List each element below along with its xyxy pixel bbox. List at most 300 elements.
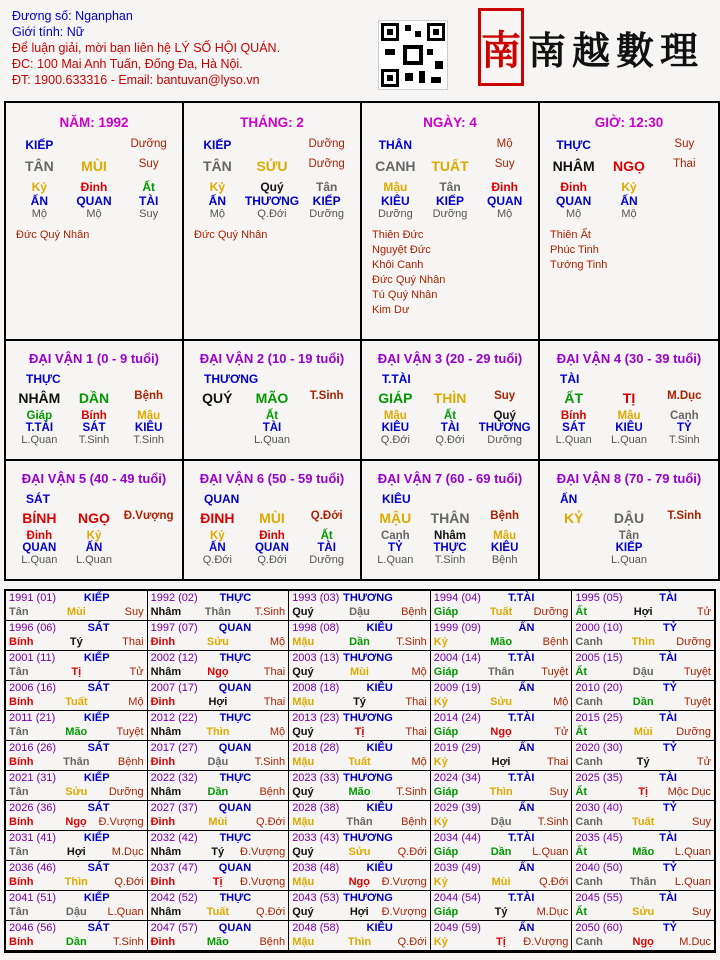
pillar-hidden: Mậu: [383, 180, 408, 194]
year-label: 2039 (49): [433, 862, 481, 874]
year-line2: [289, 695, 430, 709]
year-cell: [148, 591, 290, 621]
year-line2: [289, 815, 430, 829]
year-line1: [148, 681, 289, 695]
year-chi: Ngọ: [207, 666, 229, 678]
year-cell: [6, 591, 148, 621]
dai-van-god: ẤN: [560, 492, 578, 506]
year-line2: [6, 725, 147, 739]
dai-van-hidden-god: [546, 542, 601, 554]
year-label: 2013 (23): [292, 712, 340, 724]
dai-van-can: GIÁP: [378, 390, 413, 406]
dai-van-hidden-god: THỰC: [433, 542, 467, 554]
pillar-god: [657, 194, 712, 208]
year-line2: [572, 755, 714, 769]
year-can: Kỷ: [433, 876, 448, 888]
year-line1: [289, 621, 430, 635]
year-line2: [572, 665, 714, 679]
dai-van-hidden: Tân: [618, 530, 640, 542]
year-chi: Thìn: [489, 786, 513, 798]
dai-van-chi: MÙI: [259, 510, 285, 526]
year-chi: Sửu: [206, 636, 229, 648]
year-state: Tuyệt: [116, 726, 144, 738]
dai-van-hidden: Bính: [560, 410, 587, 422]
year-can: Canh: [575, 876, 603, 888]
dai-van-hidden: Ất: [265, 410, 279, 422]
year-line1: [6, 651, 147, 665]
dai-van-hidden-god: KIÊU: [490, 542, 519, 554]
pillar-can: CANH: [375, 158, 416, 174]
pillar-god: QUAN: [76, 194, 112, 208]
dai-van-hidden-row: [6, 410, 182, 422]
year-state: Mộ: [269, 726, 286, 738]
year-god: T.TÀI: [508, 592, 535, 604]
year-state: Thai: [405, 726, 427, 738]
year-cell: [572, 891, 714, 921]
year-label: 2037 (47): [150, 862, 198, 874]
year-god: T.TÀI: [508, 652, 535, 664]
year-can: Quý: [292, 906, 314, 918]
pillar-chi: TUẤT: [431, 158, 469, 174]
year-cell: [572, 591, 714, 621]
dai-van-can-chi-row: [362, 390, 538, 406]
year-cell: [431, 711, 573, 741]
dai-van-hidden: Giáp: [26, 410, 53, 422]
year-god: KIẾP: [83, 712, 110, 724]
dai-van-hidden-god: QUAN: [22, 542, 57, 554]
year-chi: Thìn: [206, 726, 230, 738]
year-god: THỰC: [219, 592, 252, 604]
year-god: T.TÀI: [508, 772, 535, 784]
year-can: Canh: [575, 816, 603, 828]
year-cell: [6, 861, 148, 891]
dai-van-hidden: [546, 530, 601, 542]
dai-van-hidden-god: [121, 542, 176, 554]
year-can: Giáp: [433, 666, 459, 678]
pillar-note: Đức Quý Nhân: [372, 274, 446, 286]
year-cell: [431, 891, 573, 921]
dai-van-god: T.TÀI: [382, 372, 411, 386]
year-can: Ất: [575, 666, 587, 678]
pillar-notes: [184, 228, 360, 243]
dai-van-god: SÁT: [26, 492, 50, 506]
dai-van-can-chi-row: [6, 390, 182, 406]
year-state: Suy: [692, 816, 711, 828]
year-label: 2000 (10): [575, 622, 623, 634]
dai-van-hidden-god-row: [540, 422, 718, 434]
dai-van-can-chi-row: [184, 390, 360, 406]
year-chi: Mùi: [491, 876, 511, 888]
year-chi: Dần: [207, 786, 229, 798]
dai-van-can-chi-row: [540, 390, 718, 406]
pillar-state: Thai: [673, 158, 696, 170]
year-line1: [289, 771, 430, 785]
year-line2: [572, 635, 714, 649]
year-god: KIÊU: [366, 622, 393, 634]
pillar-can-chi-row: [6, 158, 182, 174]
year-line2: [148, 605, 289, 619]
year-can: Mậu: [292, 936, 315, 948]
year-god: SÁT: [87, 922, 110, 934]
year-state: Đ.Vượng: [240, 846, 286, 858]
year-cell: [572, 681, 714, 711]
year-cell: [289, 651, 431, 681]
dai-van-can-chi-row: [184, 510, 360, 526]
dai-van-title: ĐẠI VẬN 5 (40 - 49 tuổi): [21, 471, 167, 486]
dai-van-cell: [6, 341, 184, 459]
year-chi: Hợi: [349, 906, 369, 918]
dai-van-hidden-god: QUAN: [255, 542, 289, 554]
pillar-sub: Mộ: [209, 208, 225, 220]
year-god: TÀI: [659, 712, 677, 724]
year-line2: [148, 905, 289, 919]
dai-van-sub-row: [184, 554, 360, 566]
year-line1: [572, 771, 714, 785]
year-can: Quý: [292, 726, 314, 738]
year-chi: Thìn: [631, 636, 655, 648]
dai-van-cell: [6, 461, 184, 579]
year-state: Mộ: [411, 666, 427, 678]
dai-van-sub: [657, 554, 712, 566]
pillar-god: TÀI: [138, 194, 159, 208]
dai-van-hidden-god-row: [362, 422, 538, 434]
year-chi: Mão: [490, 636, 513, 648]
year-line2: [572, 845, 714, 859]
pillar-title: NĂM: 1992: [59, 115, 129, 130]
year-label: 2019 (29): [433, 742, 481, 754]
year-can: Ất: [575, 906, 587, 918]
year-god: THỰC: [219, 772, 252, 784]
year-line1: [289, 801, 430, 815]
year-line1: [572, 891, 714, 905]
year-chi: Mão: [348, 786, 371, 798]
year-state: Q.Đới: [255, 816, 286, 828]
address: ĐC: 100 Mai Anh Tuấn, Đống Đa, Hà Nội.: [12, 57, 243, 71]
pillar-god-row: [362, 194, 538, 208]
pillar-hidden: Kỷ: [621, 180, 637, 194]
pillar-note: Nguyệt Đức: [372, 244, 431, 256]
year-can: Nhâm: [150, 606, 182, 618]
dai-van-can: QUÝ: [202, 390, 233, 406]
year-cell: [289, 861, 431, 891]
year-god: SÁT: [87, 742, 110, 754]
pillar-note: Đức Quý Nhân: [194, 229, 268, 241]
year-cell: [148, 651, 290, 681]
pillar-sub-row: [184, 208, 360, 220]
year-state: T.Sinh: [254, 606, 286, 618]
pillar-sub: [657, 208, 712, 220]
dai-van-sub: L.Quan: [75, 554, 113, 566]
year-can: Đinh: [150, 756, 176, 768]
dai-van-can: ẤT: [564, 390, 583, 406]
dai-van-can: NHÂM: [18, 390, 61, 406]
year-label: 2006 (16): [9, 682, 57, 694]
year-can: Quý: [292, 666, 314, 678]
year-line1: [572, 651, 714, 665]
brand-logo: [478, 8, 704, 86]
year-label: 1996 (06): [9, 622, 57, 634]
year-state: L.Quan: [532, 846, 569, 858]
dai-van-hidden-row: [540, 410, 718, 422]
dai-van-state: Q.Đới: [310, 510, 343, 522]
dai-van-can-chi-row: [540, 510, 718, 526]
dai-van-sub: Q.Đới: [257, 554, 287, 566]
year-label: 2049 (59): [433, 922, 481, 934]
year-state: Dưỡng: [676, 726, 711, 738]
year-line1: [431, 621, 572, 635]
year-line1: [148, 771, 289, 785]
dai-van-hidden-god: THƯƠNG: [478, 422, 531, 434]
pillar-state: Suy: [494, 158, 515, 170]
year-line2: [572, 935, 714, 949]
year-god: THỰC: [219, 712, 252, 724]
year-label: 2008 (18): [292, 682, 340, 694]
year-line2: [431, 845, 572, 859]
year-can: Giáp: [433, 606, 459, 618]
pillar-god: KIÊU: [380, 194, 410, 208]
year-line2: [431, 935, 572, 949]
year-cell: [572, 741, 714, 771]
year-label: 2010 (20): [575, 682, 623, 694]
pillar-hidden: Kỷ: [31, 180, 47, 194]
year-label: 2030 (40): [575, 802, 623, 814]
dai-van-sub-row: [184, 434, 360, 446]
year-line1: [6, 771, 147, 785]
year-state: Dưỡng: [533, 606, 569, 618]
year-state: Bệnh: [401, 606, 427, 618]
dai-van-sub: T.Sinh: [133, 434, 164, 446]
year-line1: [289, 831, 430, 845]
dai-van-hidden-god: T.TÀI: [25, 422, 54, 434]
year-chi: Tị: [354, 726, 365, 738]
year-state: Đ.Vượng: [98, 816, 144, 828]
year-chi: Tý: [69, 636, 83, 648]
year-label: 2047 (57): [150, 922, 198, 934]
dai-van-can-chi-row: [6, 510, 182, 526]
year-chi: Ngọ: [632, 936, 654, 948]
year-state: Q.Đới: [114, 876, 144, 888]
year-line1: [572, 681, 714, 695]
year-god: TỶ: [662, 802, 677, 814]
year-cell: [6, 921, 148, 951]
dai-van-god: QUAN: [204, 492, 240, 506]
dai-van-state: Suy: [494, 390, 516, 402]
pillar-hidden: Quý: [260, 180, 284, 194]
dai-van-god: TÀI: [560, 372, 580, 386]
pillar-hidden-row: [184, 180, 360, 194]
year-can: Tân: [9, 606, 29, 618]
year-label: 2032 (42): [150, 832, 198, 844]
pillar-god: ẤN: [208, 194, 226, 208]
pillar-notes: [362, 228, 538, 318]
year-can: Đinh: [150, 816, 176, 828]
year-line2: [289, 905, 430, 919]
year-state: Bệnh: [259, 936, 286, 948]
year-line2: [6, 785, 147, 799]
year-chi: Hợi: [491, 756, 511, 768]
dai-van-hidden-god: KIÊU: [381, 422, 410, 434]
year-state: Bệnh: [401, 816, 427, 828]
year-line2: [148, 725, 289, 739]
year-label: 2036 (46): [9, 862, 57, 874]
pillar-hidden-row: [362, 180, 538, 194]
year-cell: [431, 681, 573, 711]
dai-van-hidden-god: TÀI: [440, 422, 460, 434]
year-line2: [6, 845, 147, 859]
year-label: 2009 (19): [433, 682, 481, 694]
year-line2: [148, 845, 289, 859]
dai-van-hidden: Canh: [669, 410, 699, 422]
dai-van-hidden-god: ẤN: [209, 542, 226, 554]
year-chi: Dần: [490, 846, 512, 858]
year-line2: [431, 605, 572, 619]
year-line2: [572, 815, 714, 829]
year-line1: [572, 741, 714, 755]
dai-van-state: T.Sinh: [667, 510, 702, 522]
dai-van-sub-row: [6, 434, 182, 446]
year-cell: [6, 681, 148, 711]
dai-van-chi: THÂN: [430, 510, 470, 526]
pillar-can: NHÂM: [552, 158, 595, 174]
year-line2: [6, 695, 147, 709]
year-can: Mậu: [292, 696, 315, 708]
year-chi: Dậu: [490, 816, 512, 828]
dai-van-hidden: Mậu: [383, 410, 407, 422]
year-line1: [148, 801, 289, 815]
dai-van-hidden-row: [6, 530, 182, 542]
year-line1: [289, 591, 430, 605]
year-line1: [6, 621, 147, 635]
year-line1: [6, 921, 147, 935]
dai-van-hidden-god: SÁT: [82, 422, 106, 434]
year-cell: [148, 831, 290, 861]
year-god: TÀI: [659, 892, 677, 904]
year-state: L.Quan: [674, 876, 711, 888]
pillar-top: THÂN: [378, 138, 412, 152]
year-label: 2035 (45): [575, 832, 623, 844]
year-can: Ất: [575, 846, 587, 858]
year-chi: Tuất: [206, 906, 230, 918]
year-label: 2023 (33): [292, 772, 340, 784]
dai-van-hidden: [299, 410, 354, 422]
year-can: Nhâm: [150, 906, 182, 918]
year-label: 1993 (03): [292, 592, 340, 604]
year-line2: [148, 815, 289, 829]
year-line1: [431, 741, 572, 755]
year-state: Q.Đới: [397, 846, 427, 858]
year-god: KIẾP: [83, 772, 110, 784]
year-state: Đ.Vượng: [240, 876, 286, 888]
pillar-hidden: Đinh: [491, 180, 518, 194]
year-line1: [431, 831, 572, 845]
year-line1: [148, 591, 289, 605]
pillar-note: Khôi Canh: [372, 259, 424, 271]
year-line1: [148, 711, 289, 725]
year-chi: Dậu: [632, 666, 654, 678]
pillar-sub: Dưỡng: [377, 208, 413, 220]
year-god: KIÊU: [366, 922, 393, 934]
year-line1: [289, 861, 430, 875]
year-state: Thai: [405, 696, 427, 708]
year-label: 1997 (07): [150, 622, 198, 634]
year-state: Thai: [122, 636, 144, 648]
year-can: Bính: [9, 876, 34, 888]
contact-note: Để luận giải, mời bạn liên hệ LÝ SỐ HỘI QUÁN.: [12, 41, 281, 55]
year-chi: Tị: [495, 936, 506, 948]
year-label: 2014 (24): [433, 712, 481, 724]
pillar-god: KIẾP: [435, 194, 464, 208]
dai-van-can: BÍNH: [22, 510, 57, 526]
year-label: 2033 (43): [292, 832, 340, 844]
dai-van-hidden-row: [362, 410, 538, 422]
year-line2: [6, 935, 147, 949]
year-can: Đinh: [150, 936, 176, 948]
dai-van-sub: L.Quan: [253, 434, 291, 446]
dai-van-sub-row: [6, 554, 182, 566]
year-line2: [431, 665, 572, 679]
year-chi: Mão: [206, 936, 229, 948]
year-can: Giáp: [433, 906, 459, 918]
year-label: 2034 (44): [433, 832, 481, 844]
year-line2: [431, 785, 572, 799]
dai-van-sub: L.Quan: [610, 434, 648, 446]
year-chi: Tị: [71, 666, 82, 678]
pillar-4: [540, 103, 718, 339]
year-god: QUAN: [218, 622, 252, 634]
year-state: Tuyệt: [683, 696, 711, 708]
year-cell: [148, 801, 290, 831]
year-label: 2022 (32): [150, 772, 198, 784]
dai-van-god: THƯƠNG: [204, 372, 259, 386]
dai-van-sub: Q.Đới: [435, 434, 465, 446]
pillar-chi: NGỌ: [613, 158, 645, 174]
year-cell: [148, 621, 290, 651]
dai-van-sub: Dưỡng: [487, 434, 523, 446]
year-label: 2042 (52): [150, 892, 198, 904]
year-line2: [289, 665, 430, 679]
year-line1: [148, 651, 289, 665]
year-line1: [431, 771, 572, 785]
year-god: KIẾP: [83, 592, 110, 604]
year-state: M.Dục: [679, 936, 711, 948]
gender: Giới tính: Nữ: [12, 25, 85, 39]
pillar-hidden: Tân: [315, 180, 338, 194]
pillar-top: [423, 138, 478, 152]
pillar-god: KIẾP: [312, 194, 341, 208]
year-cell: [6, 651, 148, 681]
year-state: Mộc Dục: [667, 786, 711, 798]
year-chi: Hợi: [66, 846, 86, 858]
year-cell: [289, 741, 431, 771]
year-can: Giáp: [433, 846, 459, 858]
year-state: T.Sinh: [537, 816, 569, 828]
year-state: Suy: [692, 906, 711, 918]
year-god: T.TÀI: [508, 832, 535, 844]
pillar-hidden-row: [6, 180, 182, 194]
pillar-god: QUAN: [486, 194, 523, 208]
dai-van-chi: TỊ: [622, 390, 636, 406]
year-god: SÁT: [87, 682, 110, 694]
dai-van-state: Đ.Vượng: [123, 510, 174, 522]
year-line2: [289, 875, 430, 889]
year-line1: [431, 801, 572, 815]
year-can: Tân: [9, 846, 29, 858]
pillar-sub-row: [540, 208, 718, 220]
year-cell: [148, 921, 290, 951]
year-can: Nhâm: [150, 846, 182, 858]
dai-van-state: M.Dục: [667, 390, 702, 402]
year-chi: Dần: [65, 936, 87, 948]
